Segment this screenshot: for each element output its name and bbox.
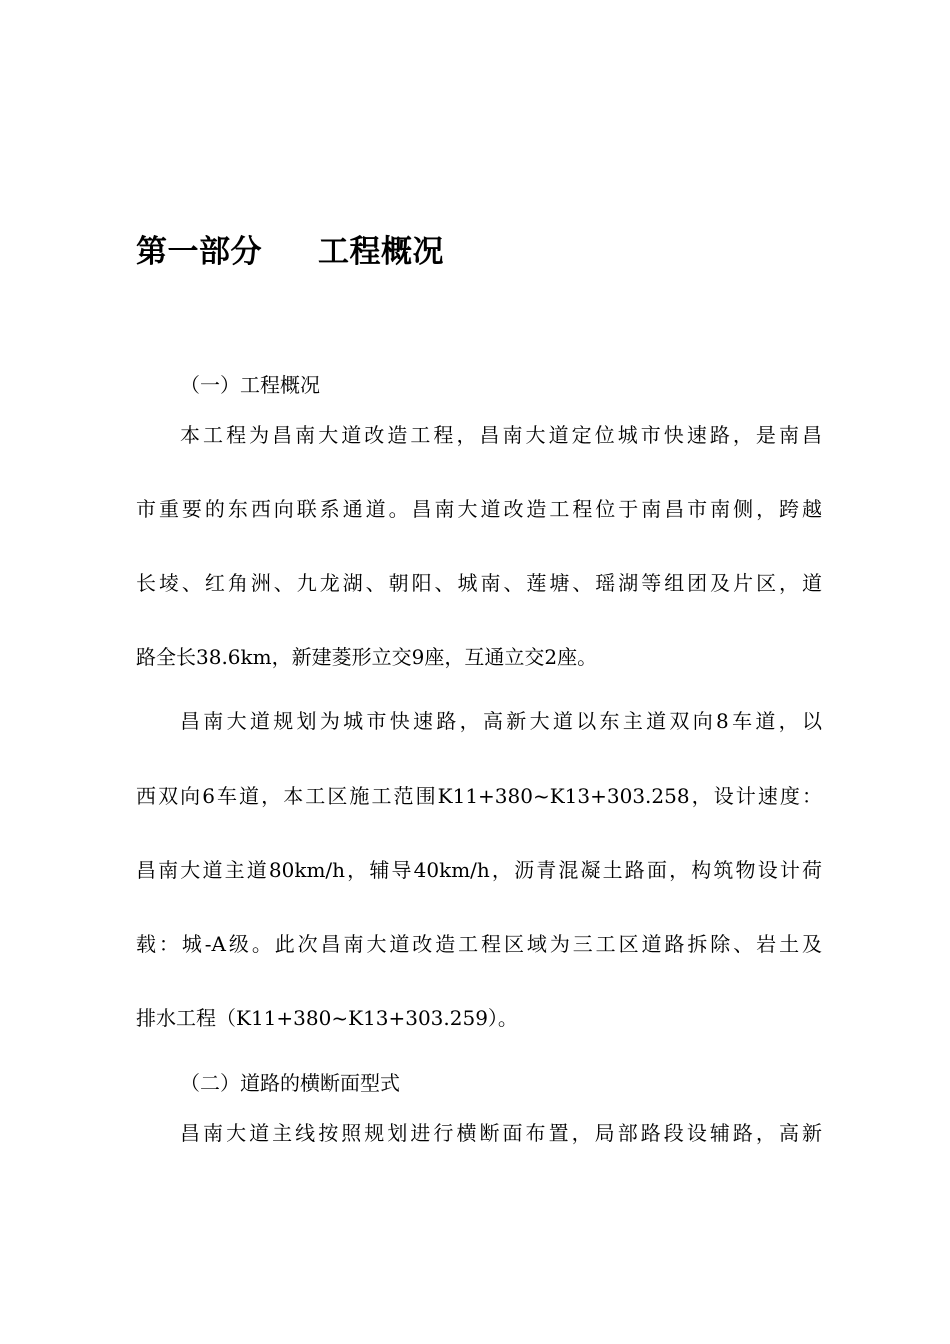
paragraph-2-line-3: 昌南大道主道80km/h，辅导40km/h，沥青混凝土路面，构筑物设计荷 bbox=[136, 858, 822, 882]
paragraph-1-line-3: 长堎、红角洲、九龙湖、朝阳、城南、莲塘、瑶湖等组团及片区，道 bbox=[136, 571, 822, 595]
paragraph-2-line-5: 排水工程（K11+380~K13+303.259）。 bbox=[136, 1006, 518, 1030]
paragraph-1-line-2: 市重要的东西向联系通道。昌南大道改造工程位于南昌市南侧，跨越 bbox=[136, 497, 822, 521]
page-title bbox=[136, 228, 444, 276]
paragraph-2-line-2: 西双向6车道，本工区施工范围K11+380~K13+303.258，设计速度： bbox=[136, 784, 822, 808]
title-part-number: 第一部分 bbox=[136, 234, 262, 270]
section-heading-2: （二）道路的横断面型式 bbox=[180, 1071, 400, 1095]
title-part-name: 工程概况 bbox=[318, 234, 444, 270]
paragraph-2-line-1: 昌南大道规划为城市快速路，高新大道以东主道双向8车道，以 bbox=[180, 709, 822, 733]
section-heading-1: （一）工程概况 bbox=[180, 373, 320, 397]
paragraph-2-line-4: 载：城-A级。此次昌南大道改造工程区域为三工区道路拆除、岩土及 bbox=[136, 932, 822, 956]
paragraph-3-line-1: 昌南大道主线按照规划进行横断面布置，局部路段设辅路，高新 bbox=[180, 1121, 822, 1145]
paragraph-1-line-1: 本工程为昌南大道改造工程，昌南大道定位城市快速路，是南昌 bbox=[180, 423, 822, 447]
paragraph-1-line-4: 路全长38.6km，新建菱形立交9座，互通立交2座。 bbox=[136, 645, 598, 669]
